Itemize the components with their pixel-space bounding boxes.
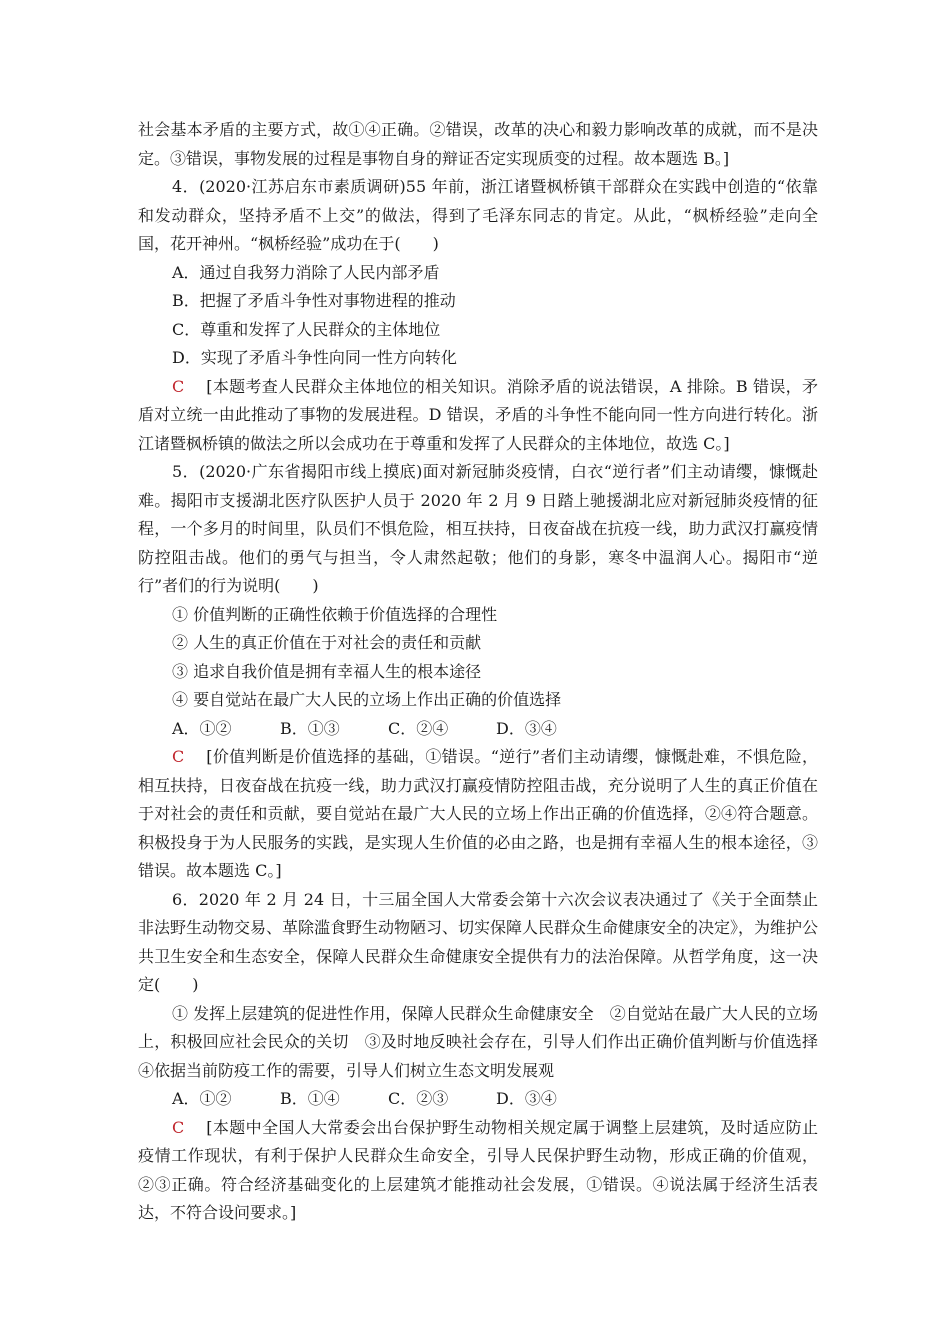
q5-stem: 5．(2020·广东省揭阳市线上摸底)面对新冠肺炎疫情，白衣“逆行者”们主动请缨，慷慨赴难。揭阳市支援湖北医疗队医护人员于 2020 年 2 月 9 日踏上驰援湖北应对新冠肺炎疫情的征程，一个多月的时间里，队员们不惧危险，相互扶持，日夜奋战在抗疫一线，助力武汉打赢疫情防控阻击战。他们的勇气与担当，令人肃然起敬；他们的身影，寒冬中温润人心。揭阳市“逆行”者们的行为说明( ) — [138, 462, 818, 595]
q6-stem: 6．2020 年 2 月 24 日，十三届全国人大常委会第十六次会议表决通过了《关于全面禁止非法野生动物交易、革除滥食野生动物陋习、切实保障人民群众生命健康安全的决定》，为维护公共卫生安全和生态安全，保障人民群众生命健康安全提供有力的法治保障。从哲学角度，这一决定( ) — [138, 889, 819, 994]
intro-paragraph: 社会基本矛盾的主要方式，故①④正确。②错误，改革的决心和毅力影响改革的成就，而不是决定。③错误，事物发展的过程是事物自身的辩证否定实现质变的过程。故本题选 B。] — [138, 120, 818, 168]
q5-statement-2: ② 人生的真正价值在于对社会的责任和贡献 — [172, 633, 482, 652]
q4-option-b: B．把握了矛盾斗争性对事物进程的推动 — [172, 291, 456, 310]
q4-stem: 4．(2020·江苏启东市素质调研)55 年前，浙江诸暨枫桥镇干部群众在实践中创造的“依靠和发动群众，坚持矛盾不上交”的做法，得到了毛泽东同志的肯定。从此，“枫桥经验”走向全国，花开神州。“枫桥经验”成功在于( ) — [138, 177, 818, 253]
q4-answer: C — [172, 376, 185, 396]
q6-choice-b: B．①④ — [280, 1089, 340, 1108]
q4-option-d: D．实现了矛盾斗争性向同一性方向转化 — [172, 348, 457, 367]
q5-statement-1: ① 价值判断的正确性依赖于价值选择的合理性 — [172, 604, 498, 624]
q6-statements: ① 发挥上层建筑的促进性作用，保障人民群众生命健康安全 ②自觉站在最广大人民的立场上，积极回应社会民众的关切 ③及时地反映社会存在，引导人们作出正确价值判断与价值选择 ④依据当前防疫工作的需要，引导人们树立生态文明发展观 — [138, 1003, 835, 1080]
q6-choice-a: A．①② — [172, 1089, 232, 1108]
q5-statement-3: ③ 追求自我价值是拥有幸福人生的根本途径 — [172, 661, 482, 681]
q5-answer-block — [138, 743, 818, 886]
q5-explanation: [价值判断是价值选择的基础，①错误。“逆行”者们主动请缨，慷慨赴难，不惧危险，相互扶持，日夜奋战在抗疫一线，助力武汉打赢疫情防控阻击战，充分说明了人生的真正价值在于对社会的责任和贡献，要自觉站在最广大人民的立场上作出正确的价值选择，②④符合题意。积极投身于为人民服务的实践，是实现人生价值的必由之路，也是拥有幸福人生的根本途径，③错误。故本题选 C。] — [138, 747, 818, 880]
q5-choice-b: B．①③ — [280, 718, 340, 738]
q4-option-c: C．尊重和发挥了人民群众的主体地位 — [172, 319, 441, 339]
q6-choices — [138, 1085, 818, 1114]
q6-answer: C — [172, 1117, 185, 1137]
q5-choices — [138, 715, 818, 744]
q4-option-a: A．通过自我努力消除了人民内部矛盾 — [172, 262, 440, 282]
q5-choice-c: C．②④ — [388, 718, 449, 738]
q4-explanation: [本题考查人民群众主体地位的相关知识。消除矛盾的说法错误，A 排除。B 错误，矛盾对立统一由此推动了事物的发展进程。D 错误，矛盾的斗争性不能向同一性方向进行转化。浙江诸暨枫桥镇的做法之所以会成功在于尊重和发挥了人民群众的主体地位，故选 C。] — [138, 376, 818, 453]
q6-choice-d: D．③④ — [496, 1089, 557, 1108]
q6-choice-c: C．②③ — [388, 1089, 449, 1108]
q5-choice-a: A．①② — [172, 718, 232, 738]
q6-explanation: [本题中全国人大常委会出台保护野生动物相关规定属于调整上层建筑，及时适应防止疫情工作现状，有利于保护人民群众生命安全，引导人民保护野生动物，形成正确的价值观，②③正确。符合经济基础变化的上层建筑才能推动社会发展，①错误。④说法属于经济生活表达，不符合设问要求。] — [138, 1117, 818, 1222]
q5-statement-4: ④ 要自觉站在最广大人民的立场上作出正确的价值选择 — [172, 690, 562, 709]
q4-answer-block — [138, 373, 818, 459]
q5-answer: C — [172, 747, 185, 766]
q6-answer-block — [138, 1114, 818, 1228]
document-page — [138, 116, 835, 1228]
q5-choice-d: D．③④ — [496, 718, 557, 738]
